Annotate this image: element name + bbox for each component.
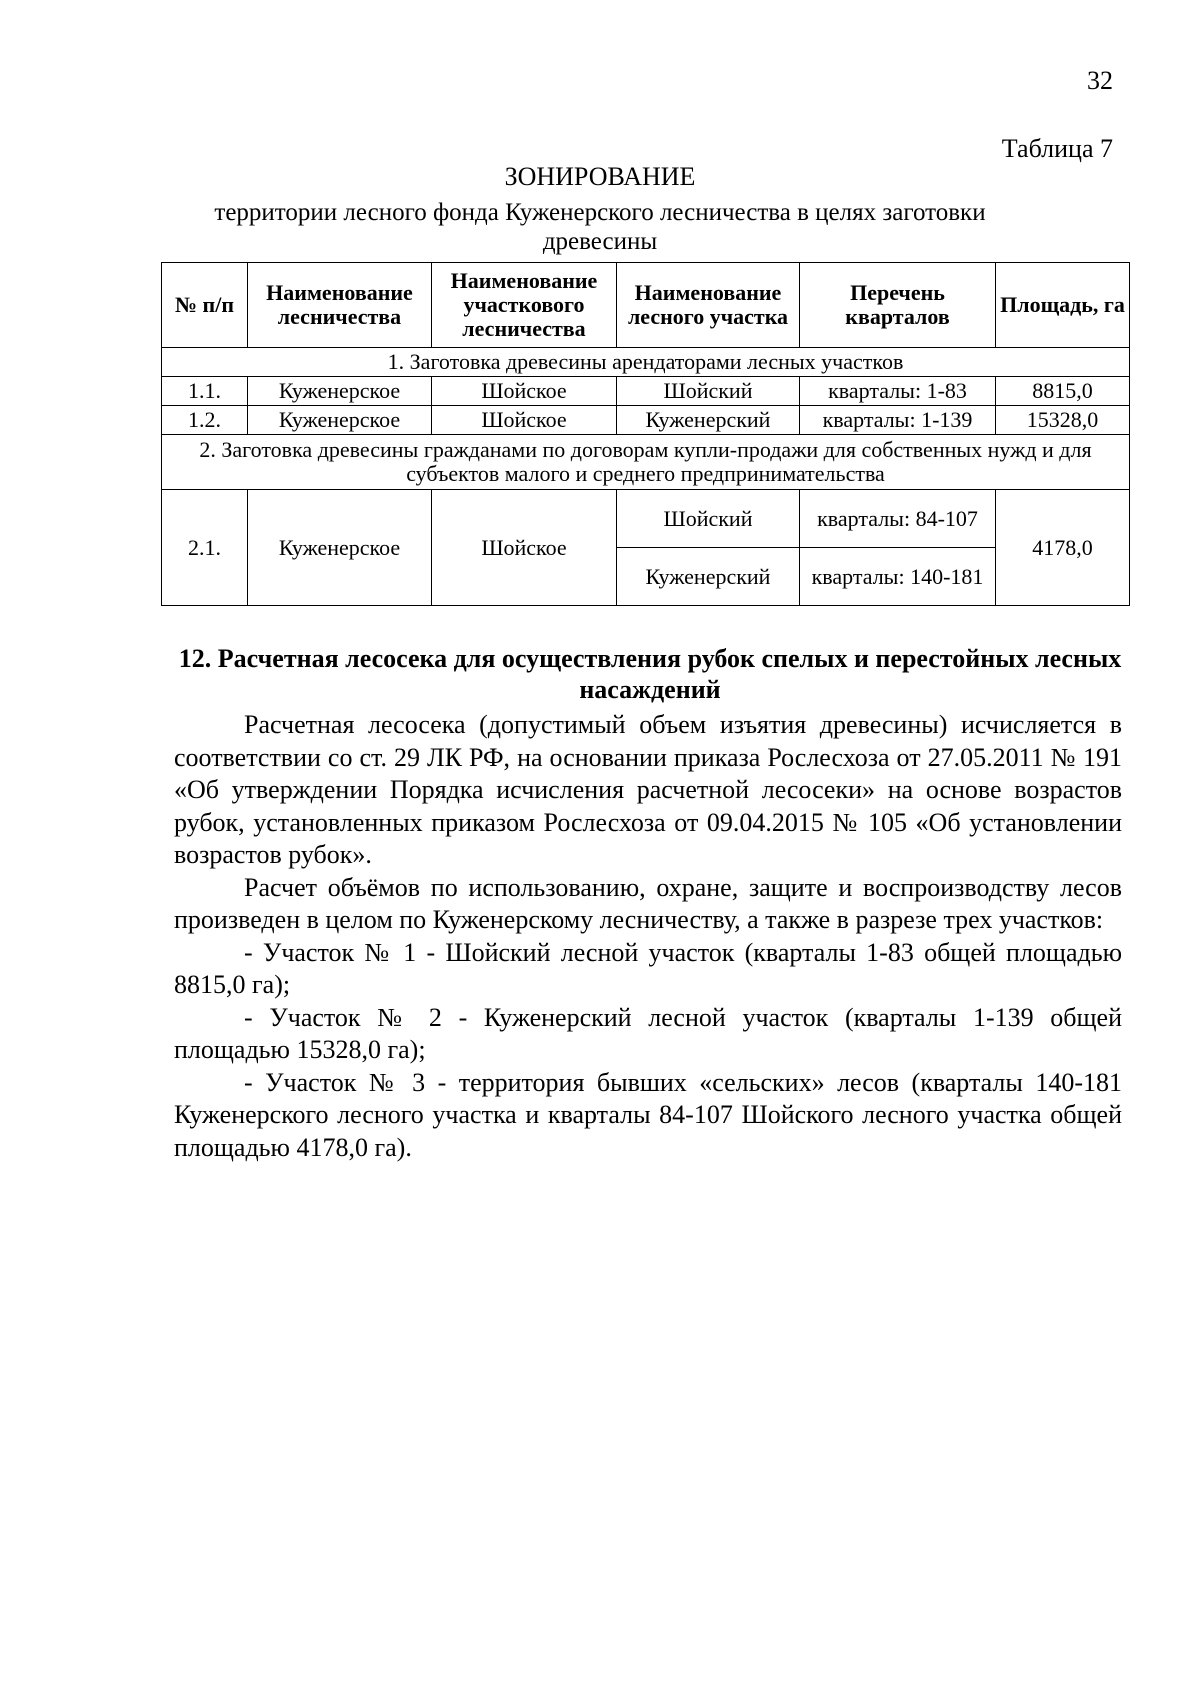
- table-title: ЗОНИРОВАНИЕ: [504, 162, 696, 191]
- cell-area: 15328,0: [996, 406, 1130, 435]
- paragraph: - Участок № 3 - территория бывших «сельских» лесов (кварталы 140-181 Куженерского лесного участка и кварталы 84-107 Шойского лесного участка общей площадью 4178,0 га).: [174, 1067, 1122, 1162]
- cell-forestry: Куженерское: [248, 406, 432, 435]
- cell-district: Шойское: [432, 490, 617, 606]
- table-row: [162, 377, 1130, 406]
- section-2-title: 2. Заготовка древесины гражданами по договорам купли-продажи для собственных нужд и для субъектов малого и среднего предпринимательства: [162, 435, 1130, 490]
- cell-num: 1.2.: [162, 406, 248, 435]
- cell-forestry: Куженерское: [248, 377, 432, 406]
- cell-area: 4178,0: [996, 490, 1130, 606]
- page-number: 32: [1087, 66, 1113, 95]
- section-row: [162, 435, 1130, 490]
- paragraph: Расчетная лесосека (допустимый объем изъятия древесины) исчисляется в соответствии со ст. 29 ЛК РФ, на основании приказа Рослесхоза от 27.05.2011 № 191 «Об утверждении Порядка исчисления расчетной лесосеки» на основе возрастов рубок, установленных приказом Рослесхоза от 09.04.2015 № 105 «Об установлении возрастов рубок».: [174, 710, 1122, 869]
- cell-district: Шойское: [432, 406, 617, 435]
- cell-num: 2.1.: [162, 490, 248, 606]
- section-1-title: 1. Заготовка древесины арендаторами лесных участков: [162, 348, 1130, 377]
- header-num: № п/п: [162, 263, 248, 348]
- table-label: Таблица 7: [1001, 134, 1113, 163]
- cell-num: 1.1.: [162, 377, 248, 406]
- cell-quarters: кварталы: 1-83: [800, 377, 996, 406]
- section-heading: 12. Расчетная лесосека для осуществления рубок спелых и перестойных лесных насаждений: [178, 644, 1122, 704]
- body-text: [174, 709, 1122, 1164]
- cell-area: 8815,0: [996, 377, 1130, 406]
- cell-plot: Куженерский: [617, 548, 800, 606]
- paragraph: - Участок № 2 - Куженерский лесной участок (кварталы 1-139 общей площадью 15328,0 га);: [174, 1002, 1122, 1064]
- section-row: [162, 348, 1130, 377]
- cell-forestry: Куженерское: [248, 490, 432, 606]
- cell-plot: Шойский: [617, 377, 800, 406]
- zoning-table: [161, 262, 1130, 606]
- paragraph: Расчет объёмов по использованию, охране, защите и воспроизводству лесов произведен в целом по Куженерскому лесничеству, а также в разрезе трех участков:: [174, 872, 1122, 934]
- cell-district: Шойское: [432, 377, 617, 406]
- table-subtitle: территории лесного фонда Куженерского лесничества в целях заготовки древесины: [214, 199, 986, 255]
- table-row: [162, 490, 1130, 548]
- cell-quarters: кварталы: 84-107: [800, 490, 996, 548]
- header-quarters: Перечень кварталов: [800, 263, 996, 348]
- table-header-row: [162, 263, 1130, 348]
- header-forestry: Наименование лесничества: [248, 263, 432, 348]
- table-row: [162, 406, 1130, 435]
- paragraph: - Участок № 1 - Шойский лесной участок (кварталы 1-83 общей площадью 8815,0 га);: [174, 937, 1122, 999]
- cell-plot: Куженерский: [617, 406, 800, 435]
- header-area: Площадь, га: [996, 263, 1130, 348]
- cell-quarters: кварталы: 1-139: [800, 406, 996, 435]
- cell-plot: Шойский: [617, 490, 800, 548]
- header-district: Наименование участкового лесничества: [432, 263, 617, 348]
- cell-quarters: кварталы: 140-181: [800, 548, 996, 606]
- header-plot: Наименование лесного участка: [617, 263, 800, 348]
